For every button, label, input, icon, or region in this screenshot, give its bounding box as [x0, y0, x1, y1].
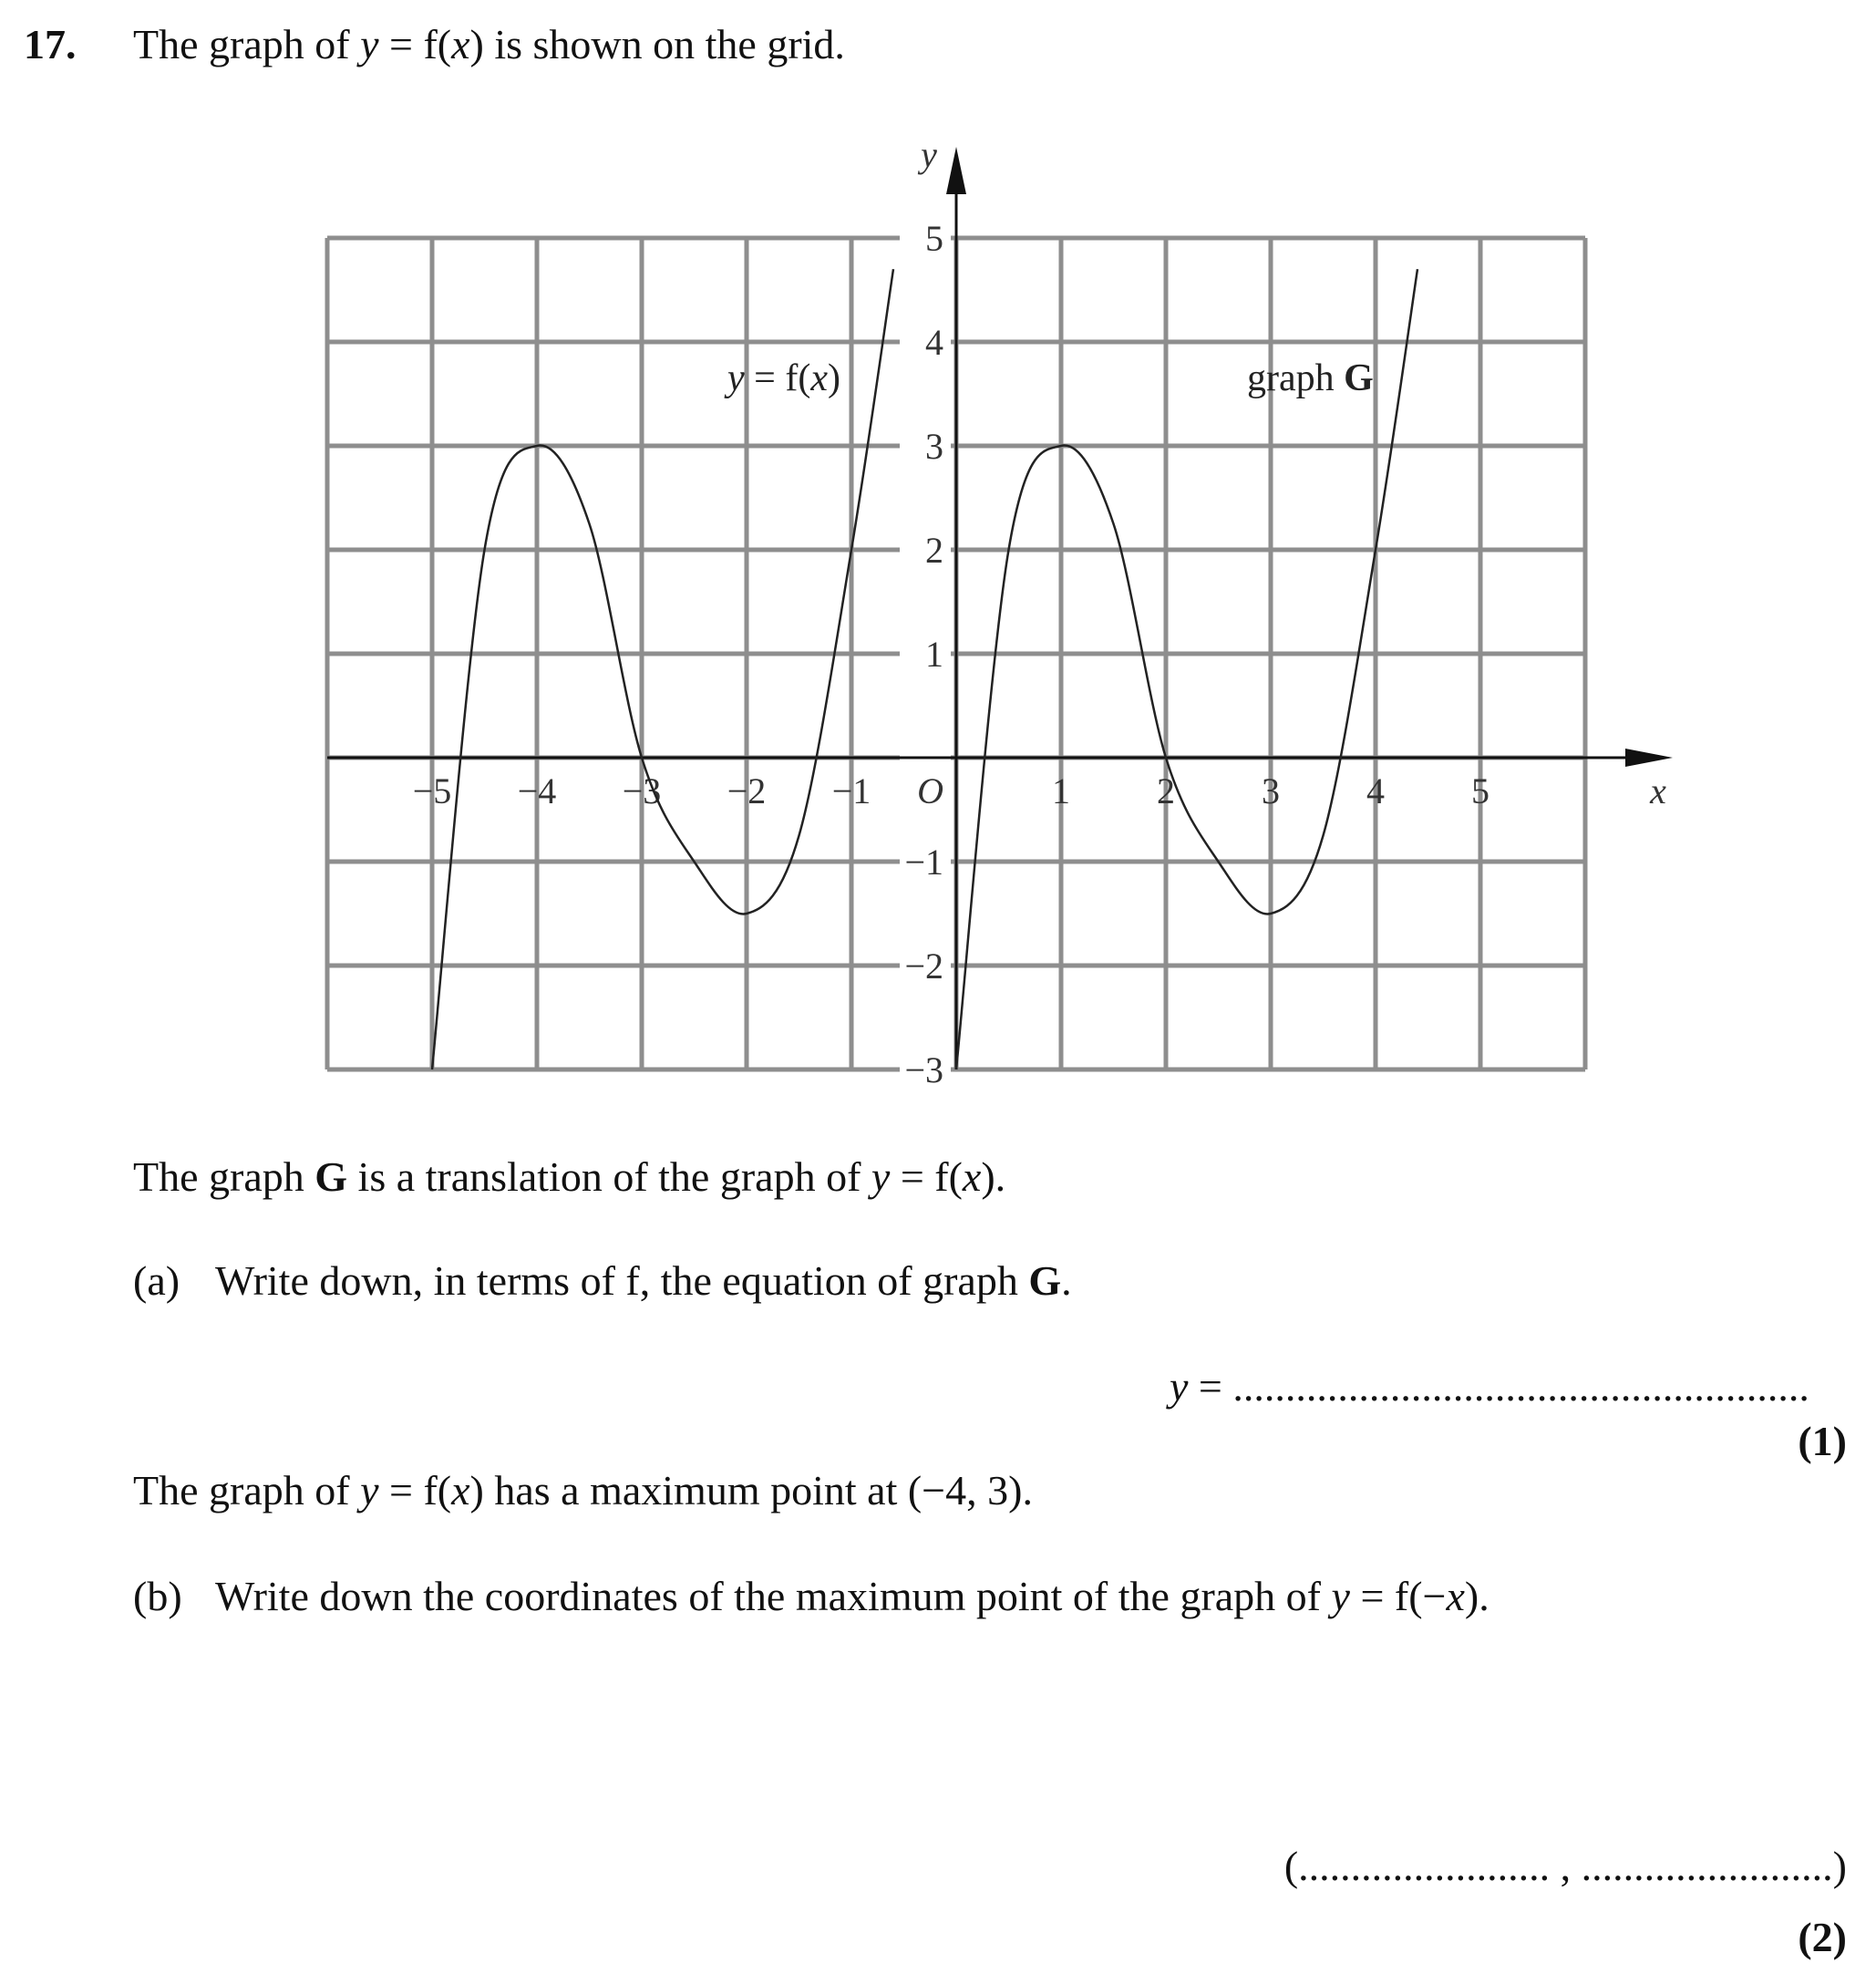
x-tick-label: −2	[727, 770, 767, 811]
x-tick-label: 3	[1262, 770, 1280, 811]
statement-maximum: The graph of y = f(x) has a maximum point at (−4, 3).	[133, 1467, 1033, 1514]
x-tick-label: −4	[517, 770, 557, 811]
y-tick-label: 3	[925, 426, 943, 467]
x-axis-arrow	[1625, 749, 1673, 767]
x-tick-label: 4	[1366, 770, 1385, 811]
x-axis-label: x	[1650, 770, 1666, 811]
y-tick-label: 5	[925, 218, 943, 259]
x-tick-label: −5	[412, 770, 452, 811]
y-axis-arrow	[946, 147, 966, 194]
y-tick-label: −3	[904, 1049, 943, 1090]
marks-b: (2)	[1798, 1914, 1847, 1960]
part-a-question: (a) Write down, in terms of f, the equation of graph G.	[133, 1257, 1072, 1304]
part-b-question: (b) Write down the coordinates of the maximum point of the graph of y = f(−x).	[133, 1573, 1489, 1619]
x-tick-label: 5	[1471, 770, 1489, 811]
y-axis-label: y	[921, 134, 937, 175]
x-tick-label: −1	[831, 770, 871, 811]
y-tick-label: 1	[925, 634, 943, 675]
label-y-equals-f-x: y = f(x)	[727, 357, 840, 399]
label-graph-g: graph G	[1247, 357, 1374, 399]
y-tick-label: −2	[904, 945, 943, 987]
answer-line-a[interactable]: y = .......................................................	[1170, 1363, 1809, 1410]
question-number: 17.	[24, 21, 77, 67]
y-tick-label: 4	[925, 322, 943, 363]
y-tick-label: 2	[925, 530, 943, 571]
y-tick-label: −1	[904, 842, 943, 883]
x-tick-label: 2	[1157, 770, 1175, 811]
origin-label: O	[917, 770, 943, 811]
x-tick-label: −3	[622, 770, 662, 811]
marks-a: (1)	[1798, 1418, 1847, 1464]
x-tick-label: 1	[1052, 770, 1070, 811]
question-intro: The graph of y = f(x) is shown on the grid.	[133, 21, 845, 67]
statement-translation: The graph G is a translation of the graph of y = f(x).	[133, 1153, 1006, 1200]
answer-line-b[interactable]: (........................ , ........................)	[1283, 1843, 1847, 1889]
curve-labels	[724, 357, 1374, 399]
